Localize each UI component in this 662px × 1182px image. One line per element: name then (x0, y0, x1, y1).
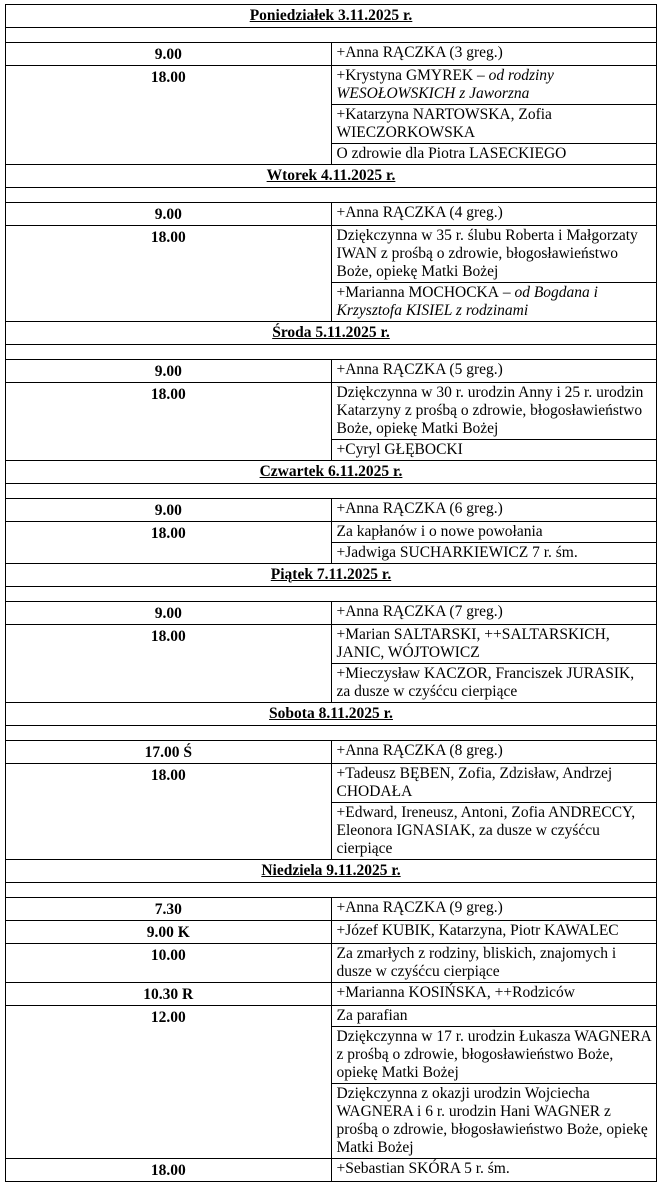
intention-text: +Jadwiga SUCHARKIEWICZ 7 r. śm. (336, 544, 578, 561)
day-header-row (6, 5, 657, 28)
spacer-cell (6, 484, 657, 499)
intention-text: O zdrowie dla Piotra LASECKIEGO (336, 145, 567, 162)
intention-text: Dziękczynna w 17 r. urodzin Łukasza WAGNERA z prośbą o zdrowie, błogosławieństwo Boże, opiekę Matki Bożej (336, 1028, 651, 1081)
intention-cell (331, 664, 657, 703)
day-header-row (6, 165, 657, 188)
intention-cell (331, 741, 657, 764)
intention-text: +Mieczysław KACZOR, Franciszek JURASIK, za dusze w czyśćcu cierpiące (336, 665, 635, 700)
intention-cell (331, 360, 657, 383)
spacer-row (6, 883, 657, 898)
intention-text: +Anna RĄCZKA (9 greg.) (336, 899, 503, 916)
intention-cell (331, 144, 657, 165)
intention-cell (331, 1159, 657, 1182)
spacer-cell (6, 28, 657, 43)
intention-row (6, 226, 657, 283)
intention-text: +Anna RĄCZKA (4 greg.) (336, 204, 503, 221)
intention-text: +Józef KUBIK, Katarzyna, Piotr KAWALEC (336, 922, 619, 939)
intention-row (6, 944, 657, 983)
intention-donor-note: – od rodziny WESOŁOWSKICH z Jaworzna (336, 67, 554, 102)
spacer-cell (6, 345, 657, 360)
intention-cell (331, 1006, 657, 1027)
spacer-row (6, 726, 657, 741)
mass-time: 12.00 (6, 1006, 332, 1159)
intention-row (6, 522, 657, 543)
day-header-row (6, 461, 657, 484)
intention-row (6, 1159, 657, 1182)
day-header-row (6, 322, 657, 345)
intention-donor-note: – od Bogdana i Krzysztofa KISIEL z rodzinami (336, 284, 598, 319)
spacer-cell (6, 188, 657, 203)
mass-time: 18.00 (6, 625, 332, 703)
intention-row (6, 602, 657, 625)
mass-time: 9.00 (6, 203, 332, 226)
mass-time: 7.30 (6, 898, 332, 921)
intention-row (6, 741, 657, 764)
mass-time: 18.00 (6, 1159, 332, 1182)
spacer-row (6, 28, 657, 43)
intention-text: Za parafian (336, 1007, 408, 1024)
intention-row (6, 1006, 657, 1027)
intention-row (6, 983, 657, 1006)
intention-text: Za zmarłych z rodziny, bliskich, znajomych i dusze w czyśćcu cierpiące (336, 945, 617, 980)
intention-text: +Katarzyna NARTOWSKA, Zofia WIECZORKOWSKA (336, 106, 552, 141)
day-header: Wtorek 4.11.2025 r. (6, 165, 657, 188)
day-header-row (6, 564, 657, 587)
intention-cell (331, 43, 657, 66)
intention-text: Za kapłanów i o nowe powołania (336, 523, 543, 540)
intention-cell (331, 440, 657, 461)
intention-cell (331, 921, 657, 944)
mass-time: 10.30 R (6, 983, 332, 1006)
day-header: Poniedziałek 3.11.2025 r. (6, 5, 657, 28)
intention-text: +Marianna MOCHOCKA (336, 284, 499, 301)
intention-row (6, 66, 657, 105)
intention-text: +Sebastian SKÓRA 5 r. śm. (336, 1160, 510, 1177)
intention-cell (331, 898, 657, 921)
intention-cell (331, 203, 657, 226)
spacer-cell (6, 883, 657, 898)
intention-cell (331, 522, 657, 543)
spacer-row (6, 587, 657, 602)
intention-cell (331, 764, 657, 803)
day-header: Czwartek 6.11.2025 r. (6, 461, 657, 484)
mass-time: 9.00 (6, 602, 332, 625)
mass-time: 10.00 (6, 944, 332, 983)
intention-cell (331, 283, 657, 322)
intention-text: +Anna RĄCZKA (6 greg.) (336, 500, 503, 517)
mass-time: 17.00 Ś (6, 741, 332, 764)
intention-text: +Edward, Ireneusz, Antoni, Zofia ANDRECCY, Eleonora IGNASIAK, za dusze w czyśćcu cierpiące (336, 804, 636, 857)
intention-cell (331, 1027, 657, 1084)
mass-time: 9.00 (6, 43, 332, 66)
intention-text: +Anna RĄCZKA (8 greg.) (336, 742, 503, 759)
intention-row (6, 360, 657, 383)
spacer-row (6, 345, 657, 360)
intention-text: +Anna RĄCZKA (7 greg.) (336, 603, 503, 620)
mass-time: 18.00 (6, 226, 332, 322)
intention-cell (331, 625, 657, 664)
intention-cell (331, 983, 657, 1006)
intention-text: +Cyryl GŁĘBOCKI (336, 441, 463, 458)
spacer-cell (6, 726, 657, 741)
day-header: Piątek 7.11.2025 r. (6, 564, 657, 587)
intention-cell (331, 105, 657, 144)
mass-time: 18.00 (6, 66, 332, 165)
intention-cell (331, 383, 657, 440)
intention-cell (331, 944, 657, 983)
spacer-row (6, 484, 657, 499)
intention-row (6, 203, 657, 226)
day-header: Sobota 8.11.2025 r. (6, 703, 657, 726)
spacer-row (6, 188, 657, 203)
intention-text: Dziękczynna z okazji urodzin Wojciecha WAGNERA i 6 r. urodzin Hani WAGNER z prośbą o zdrowie, błogosławieństwo Boże, opiekę Matki Bożej (336, 1085, 648, 1156)
intention-row (6, 43, 657, 66)
intention-cell (331, 602, 657, 625)
mass-time: 18.00 (6, 764, 332, 860)
intention-text: +Marianna KOSIŃSKA, ++Rodziców (336, 984, 575, 1001)
intention-cell (331, 1084, 657, 1159)
intention-text: +Tadeusz BĘBEN, Zofia, Zdzisław, Andrzej CHODAŁA (336, 765, 613, 800)
mass-time: 9.00 K (6, 921, 332, 944)
intention-cell (331, 803, 657, 860)
intention-row (6, 921, 657, 944)
intention-text: Dziękczynna w 30 r. urodzin Anny i 25 r. urodzin Katarzyny z prośbą o zdrowie, błogosławieństwo Boże, opiekę Matki Bożej (336, 384, 644, 437)
intention-cell (331, 66, 657, 105)
mass-time: 18.00 (6, 522, 332, 564)
day-header-row (6, 860, 657, 883)
intention-text: +Krystyna GMYREK (336, 67, 474, 84)
mass-time: 18.00 (6, 383, 332, 461)
intention-row (6, 383, 657, 440)
intention-row (6, 625, 657, 664)
intention-cell (331, 499, 657, 522)
day-header-row (6, 703, 657, 726)
intention-cell (331, 226, 657, 283)
intention-row (6, 499, 657, 522)
intention-text: +Marian SALTARSKI, ++SALTARSKICH, JANIC, WÓJTOWICZ (336, 626, 610, 661)
mass-time: 9.00 (6, 360, 332, 383)
spacer-cell (6, 587, 657, 602)
intention-text: Dziękczynna w 35 r. ślubu Roberta i Małgorzaty IWAN z prośbą o zdrowie, błogosławieństwo Boże, opiekę Matki Bożej (336, 227, 638, 280)
intention-cell (331, 543, 657, 564)
intention-text: +Anna RĄCZKA (5 greg.) (336, 361, 503, 378)
intention-row (6, 898, 657, 921)
day-header: Środa 5.11.2025 r. (6, 322, 657, 345)
day-header: Niedziela 9.11.2025 r. (6, 860, 657, 883)
mass-intentions-table (5, 4, 657, 1182)
mass-time: 9.00 (6, 499, 332, 522)
intention-row (6, 764, 657, 803)
intention-text: +Anna RĄCZKA (3 greg.) (336, 44, 503, 61)
